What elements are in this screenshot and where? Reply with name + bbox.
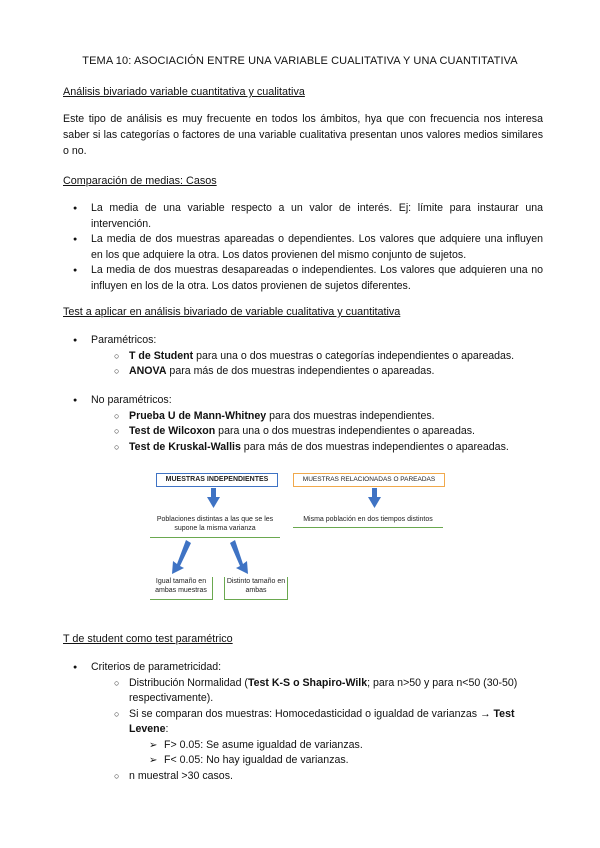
arrow-indep-head [207, 497, 220, 508]
list-item: ○ Test de Kruskal-Wallis para más de dos muestras independientes o apareadas. [63, 440, 543, 456]
different-size-box: Distinto tamaño en ambas [224, 577, 288, 600]
section-heading-bivariate: Análisis bivariado variable cuantitativa y cualitativa [63, 86, 305, 98]
list-item: ➢ F> 0.05: Se asume igualdad de varianzas. [63, 738, 553, 754]
section-heading-tstudent: T de student como test paramétrico [63, 633, 233, 645]
parametric-list [63, 333, 543, 380]
list-item: ○ Distribución Normalidad (Test K-S o Shapiro-Wilk; para n>50 y para n<50 (30-50) respectivamente). [63, 676, 543, 707]
intro-paragraph: Este tipo de análisis es muy frecuente en todos los ámbitos, hya que con frecuencia nos interesa saber si las categorías o factores de una variable cualitativa presentan unos valores medios similares o no. [63, 113, 543, 157]
paired-desc-box: Misma población en dos tiempos distintos [293, 515, 443, 528]
independent-samples-box: MUESTRAS INDEPENDIENTES [156, 473, 278, 487]
list-item: ○ T de Student para una o dos muestras o categorías independientes o apareadas. [63, 349, 543, 365]
nonparametric-label: ● No paramétricos: [63, 393, 543, 409]
list-item: ○ Test de Wilcoxon para una o dos muestras independientes o apareadas. [63, 424, 543, 440]
means-cases-list [63, 201, 543, 294]
arrow-right-diag [230, 540, 248, 574]
arrow-indep-shaft [211, 488, 216, 498]
arrow-paired-head [368, 497, 381, 508]
arrow-paired-shaft [372, 488, 377, 498]
list-item: ○ ANOVA para más de dos muestras independientes o apareadas. [63, 364, 543, 380]
criteria-list [63, 660, 553, 784]
parametric-label: ● Paramétricos: [63, 333, 543, 349]
independent-desc-box: Poblaciones distintas a las que se les supone la misma varianza [150, 515, 280, 538]
samples-diagram [150, 470, 450, 605]
page-title: TEMA 10: ASOCIACIÓN ENTRE UNA VARIABLE CUALITATIVA Y UNA CUANTITATIVA [82, 55, 518, 67]
nonparametric-list [63, 393, 543, 455]
list-item: ➢ F< 0.05: No hay igualdad de varianzas. [63, 753, 553, 769]
section-heading-means: Comparación de medias: Casos [63, 175, 217, 187]
paired-samples-box: MUESTRAS RELACIONADAS O PAREADAS [293, 473, 445, 487]
equal-size-box: Igual tamaño en ambas muestras [150, 577, 213, 600]
list-item: ● La media de una variable respecto a un valor de interés. Ej: límite para instaurar una intervención. [63, 201, 543, 232]
arrow-left-diag [172, 540, 191, 574]
section-heading-tests: Test a aplicar en análisis bivariado de variable cualitativa y cuantitativa [63, 306, 401, 318]
list-item: ● La media de dos muestras desapareadas o independientes. Los valores que adquieren una no influyen en los de la otra. Los datos provienen de sujetos diferentes. [63, 263, 543, 294]
list-item: ○ Si se comparan dos muestras: Homocedasticidad o igualdad de varianzas → Test Levene: [63, 707, 543, 738]
list-item: ○ n muestral >30 casos. [63, 769, 553, 785]
list-item: ○ Prueba U de Mann-Whitney para dos muestras independientes. [63, 409, 543, 425]
list-item: ● La media de dos muestras apareadas o dependientes. Los valores que adquiere una influyen en los que adquiere la otra. Los datos provienen del mismo conjunto de sujetos. [63, 232, 543, 263]
criteria-label: ● Criterios de parametricidad: [63, 660, 543, 676]
